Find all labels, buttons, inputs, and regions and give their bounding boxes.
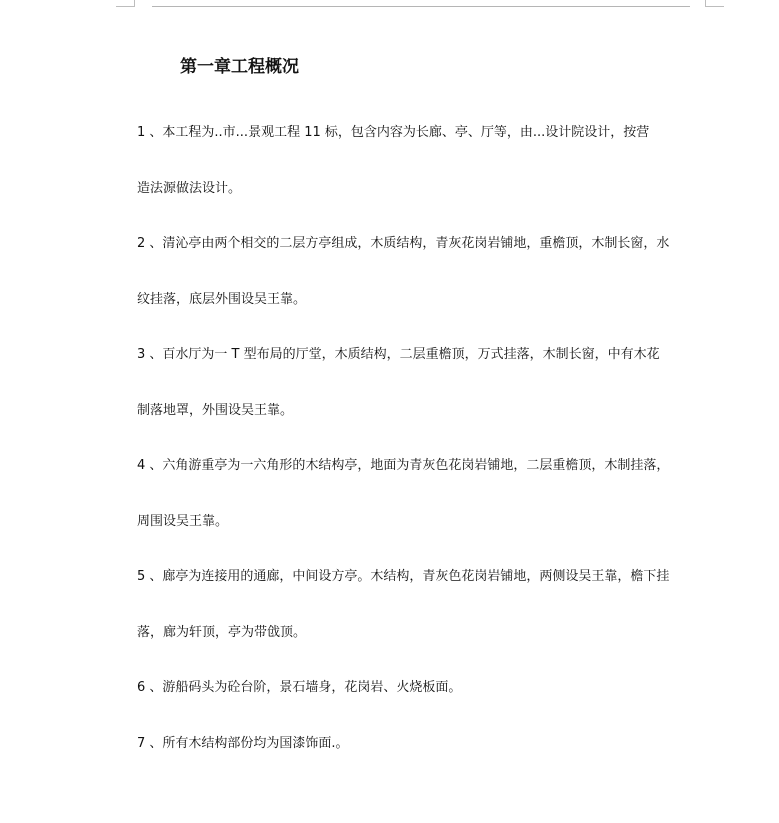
paragraph-4-line-1: 4 、六角游重亭为一六角形的木结构亭，地面为青灰色花岗岩铺地，二层重檐顶，木制挂落， (137, 458, 670, 473)
paragraph-3-line-1: 3 、百水厅为一 T 型布局的厅堂，木质结构，二层重檐顶，万式挂落，木制长窗，中有木花 (137, 347, 660, 362)
paragraph-3-line-2: 制落地罩，外围设吴王靠。 (137, 403, 294, 418)
page-corner-mark-left (116, 0, 135, 7)
paragraph-1-line-2: 造法源做法设计。 (137, 181, 242, 196)
paragraph-5-line-2: 落，廊为轩顶，亭为带戗顶。 (137, 625, 307, 640)
paragraph-2-line-2: 纹挂落，底层外围设吴王靠。 (137, 292, 307, 307)
paragraph-1-line-1: 1 、本工程为..市...景观工程 11 标，包含内容为长廊、亭、厅等，由...设计院设计，按营 (137, 125, 650, 140)
paragraph-7-line-1: 7 、所有木结构部份均为国漆饰面.。 (137, 736, 349, 751)
page-top-rule (152, 6, 690, 7)
page-corner-mark-right (705, 0, 724, 7)
paragraph-2-line-1: 2 、清沁亭由两个相交的二层方亭组成，木质结构，青灰花岗岩铺地，重檐顶，木制长窗，水 (137, 236, 670, 251)
paragraph-6-line-1: 6 、游船码头为砼台阶，景石墙身，花岗岩、火烧板面。 (137, 680, 462, 695)
paragraph-4-line-2: 周围设吴王靠。 (137, 514, 229, 529)
paragraph-5-line-1: 5 、廊亭为连接用的通廊，中间设方亭。木结构，青灰色花岗岩铺地，两侧设吴王靠，檐下挂 (137, 569, 670, 584)
chapter-title: 第一章工程概况 (180, 57, 299, 77)
